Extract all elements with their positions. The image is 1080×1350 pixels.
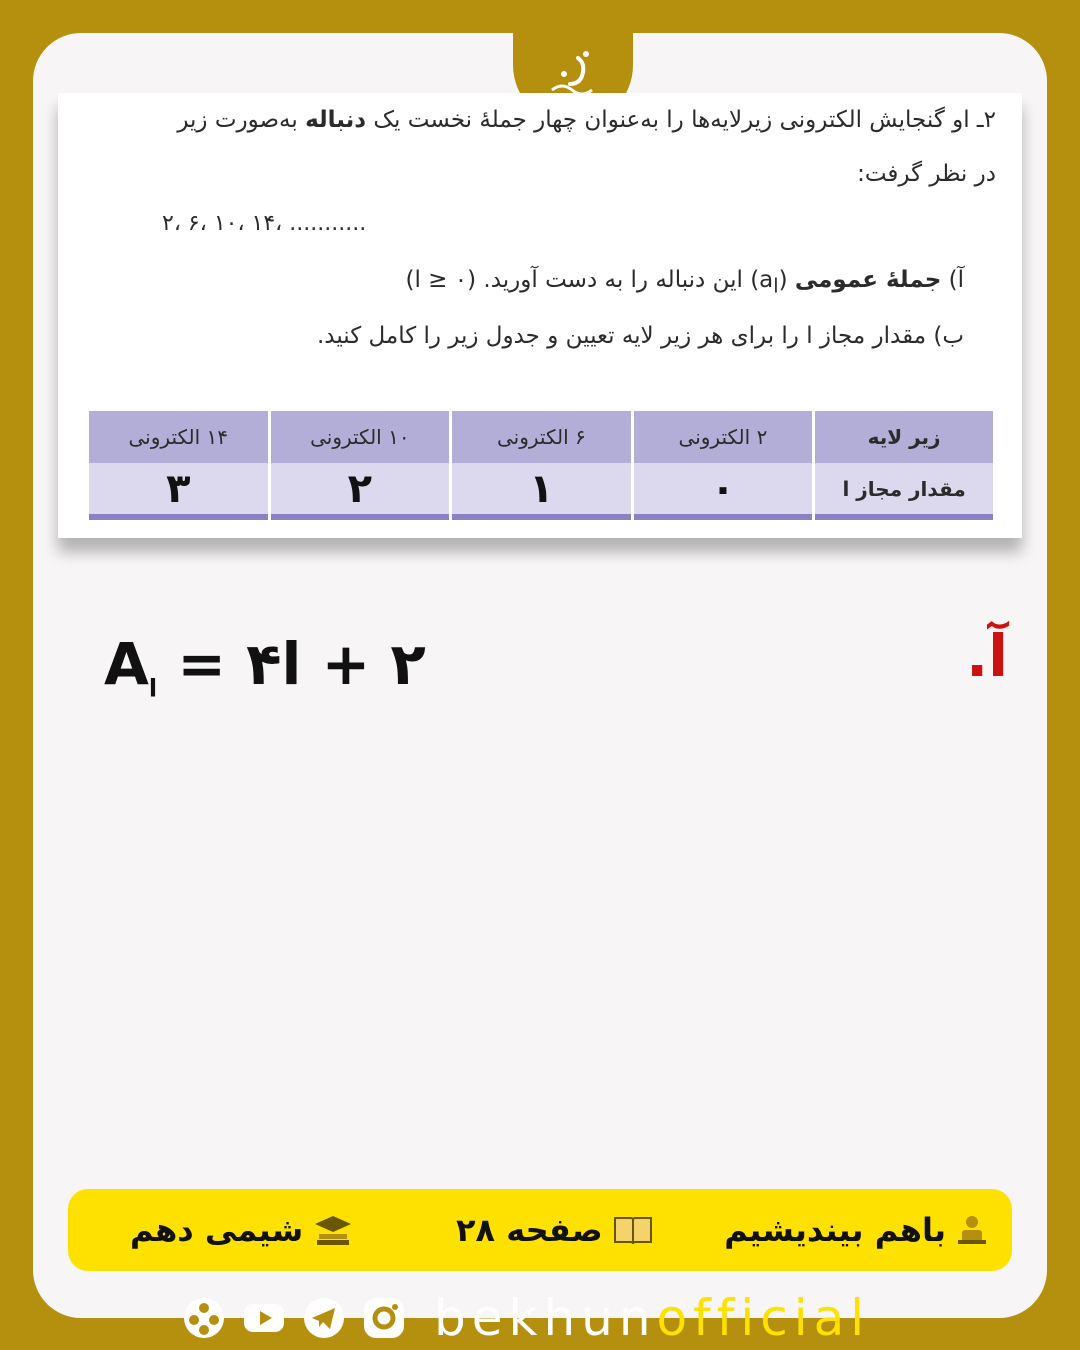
question-keyword: دنباله — [305, 107, 367, 133]
part-b-question: ب) مقدار مجاز l را برای هر زیر لایه تعیین و جدول زیر را کامل کنید. — [316, 323, 964, 349]
social-bar — [180, 1288, 870, 1348]
table-header-label: زیر لایه — [815, 411, 993, 463]
question-text-end: به‌صورت زیر — [177, 107, 306, 133]
table-value-cell: ۰ — [634, 463, 813, 520]
table-header-cell: ۲ الکترونی — [634, 411, 813, 463]
part-a-condition: (l ≥ ۰) — [405, 267, 477, 293]
formula-rhs: = ۴l + ۲ — [177, 630, 426, 698]
sequence-terms: ۲، ۶، ۱۰، ۱۴، ........... — [162, 211, 367, 236]
table-value-row — [89, 463, 993, 520]
youtube-icon[interactable] — [240, 1294, 288, 1342]
brand-handle[interactable] — [434, 1289, 870, 1347]
table-header-cell: ۱۰ الکترونی — [271, 411, 450, 463]
question-line-1 — [177, 107, 996, 133]
formula-lhs-sub: l — [148, 674, 158, 703]
footer-bar — [68, 1189, 1012, 1271]
teacher-icon — [954, 1212, 990, 1248]
part-a-text: این دنباله را به دست آورید. — [476, 267, 751, 293]
general-term-close: ) — [778, 267, 788, 293]
telegram-icon[interactable] — [300, 1294, 348, 1342]
table-value-cell: ۲ — [271, 463, 450, 520]
table-value-cell: ۱ — [452, 463, 631, 520]
answer-formula — [104, 630, 426, 703]
general-term-sub: l — [773, 274, 779, 298]
table-value-cell: ۳ — [89, 463, 268, 520]
brand-handle-part2: official — [656, 1289, 871, 1347]
footer-subject-text: شیمی دهم — [130, 1211, 304, 1249]
graduation-books-icon — [311, 1212, 355, 1248]
answer-label: آ. — [966, 622, 1008, 690]
aparat-icon[interactable] — [180, 1294, 228, 1342]
instagram-icon[interactable] — [360, 1294, 408, 1342]
sublayer-table — [86, 411, 996, 520]
formula-lhs: A — [104, 630, 149, 698]
table-header-cell: ۱۴ الکترونی — [89, 411, 268, 463]
footer-section-title — [724, 1189, 990, 1271]
part-a-prefix: آ) — [941, 267, 964, 293]
footer-page-text: صفحه ۲۸ — [456, 1211, 603, 1249]
general-term-symbol — [750, 267, 788, 298]
footer-page-number — [456, 1189, 655, 1271]
table-header-cell: ۶ الکترونی — [452, 411, 631, 463]
footer-section-text: باهم بیندیشیم — [724, 1211, 946, 1249]
textbook-question — [58, 93, 1022, 538]
table-row-label: مقدار مجاز l — [815, 463, 993, 520]
general-term-base: (a — [750, 267, 774, 293]
question-text: ۲ـ او گنجایش الکترونی زیرلایه‌ها را به‌عنوان چهار جملهٔ نخست یک — [366, 107, 996, 133]
open-book-icon — [611, 1212, 655, 1248]
part-a-keyword: جملهٔ عمومی — [794, 267, 942, 293]
question-line-2: در نظر گرفت: — [857, 161, 996, 187]
table-header-row — [89, 411, 993, 463]
footer-subject — [130, 1189, 355, 1271]
brand-handle-part1: bekhun — [434, 1289, 657, 1347]
part-a-question — [405, 267, 964, 298]
